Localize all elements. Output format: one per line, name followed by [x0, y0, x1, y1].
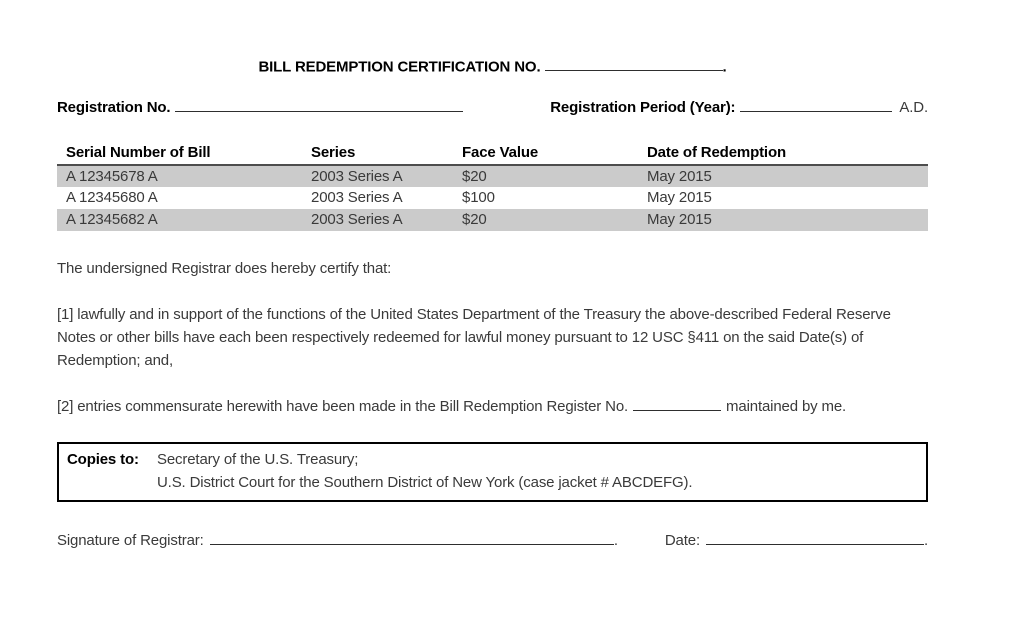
cell-serial: A 12345678 A	[66, 167, 158, 185]
certify-intro-paragraph: The undersigned Registrar does hereby certify that:	[57, 259, 392, 277]
date-group	[665, 531, 928, 549]
register-no-blank	[633, 396, 721, 410]
date-label: Date:	[664, 531, 700, 549]
copies-to-lines	[157, 448, 918, 494]
cell-date: May 2015	[647, 189, 712, 206]
cell-serial: A 12345680 A	[66, 189, 158, 206]
certification-number-blank	[545, 57, 723, 71]
table-row	[57, 209, 928, 231]
copies-to-box	[57, 442, 928, 502]
clause-2-prefix: [2] entries commensurate herewith have been made in the Bill Redemption Register No.	[57, 397, 629, 415]
document-title	[57, 0, 928, 75]
registration-row	[57, 97, 928, 115]
table-header-row	[57, 143, 928, 165]
clause-1-paragraph: [1] lawfully and in support of the functions of the United States Department of the Treasury the above-described Federal Reserve Notes or other bills have each been respectively redeemed for lawful money pursuant to 12 USC §411 on the said Date(s) of Redemption; and,	[57, 305, 891, 369]
cell-series: 2003 Series A	[311, 189, 403, 206]
header-series: Series	[302, 143, 453, 165]
cell-date: May 2015	[647, 167, 712, 185]
cell-date: May 2015	[647, 211, 712, 228]
title-period: .	[722, 58, 727, 76]
registration-no-group	[57, 97, 463, 115]
clause-2-paragraph	[57, 395, 928, 418]
bill-redemption-table	[57, 143, 928, 231]
cell-face-value: $20	[462, 167, 487, 185]
signature-blank	[210, 531, 614, 545]
copies-line-treasury: Secretary of the U.S. Treasury;	[157, 450, 359, 468]
date-period: .	[923, 531, 928, 549]
copies-to-label: Copies to:	[67, 450, 139, 468]
date-blank	[706, 531, 924, 545]
cell-face-value: $100	[462, 189, 495, 206]
document-title-text: BILL REDEMPTION CERTIFICATION NO.	[258, 58, 541, 76]
signature-label: Signature of Registrar:	[57, 531, 204, 549]
table-row	[57, 187, 928, 209]
era-label: A.D.	[899, 98, 928, 116]
signature-row	[57, 531, 928, 549]
copies-line-district-court: U.S. District Court for the Southern District of New York (case jacket # ABCDEFG).	[157, 473, 693, 491]
cell-face-value: $20	[462, 211, 487, 228]
table-row	[57, 165, 928, 187]
header-serial-number: Serial Number of Bill	[57, 143, 302, 165]
registration-no-blank	[175, 97, 463, 111]
cell-serial: A 12345682 A	[66, 211, 158, 228]
header-date-of-redemption: Date of Redemption	[638, 143, 928, 165]
registration-period-group	[550, 97, 928, 115]
cell-series: 2003 Series A	[311, 211, 403, 228]
cell-series: 2003 Series A	[311, 167, 403, 185]
registration-no-label: Registration No.	[57, 98, 171, 116]
signature-period: .	[613, 531, 618, 549]
clause-2-suffix: maintained by me.	[726, 397, 847, 415]
registration-period-label: Registration Period (Year):	[550, 98, 736, 116]
header-face-value: Face Value	[453, 143, 638, 165]
registration-period-blank	[740, 97, 892, 111]
